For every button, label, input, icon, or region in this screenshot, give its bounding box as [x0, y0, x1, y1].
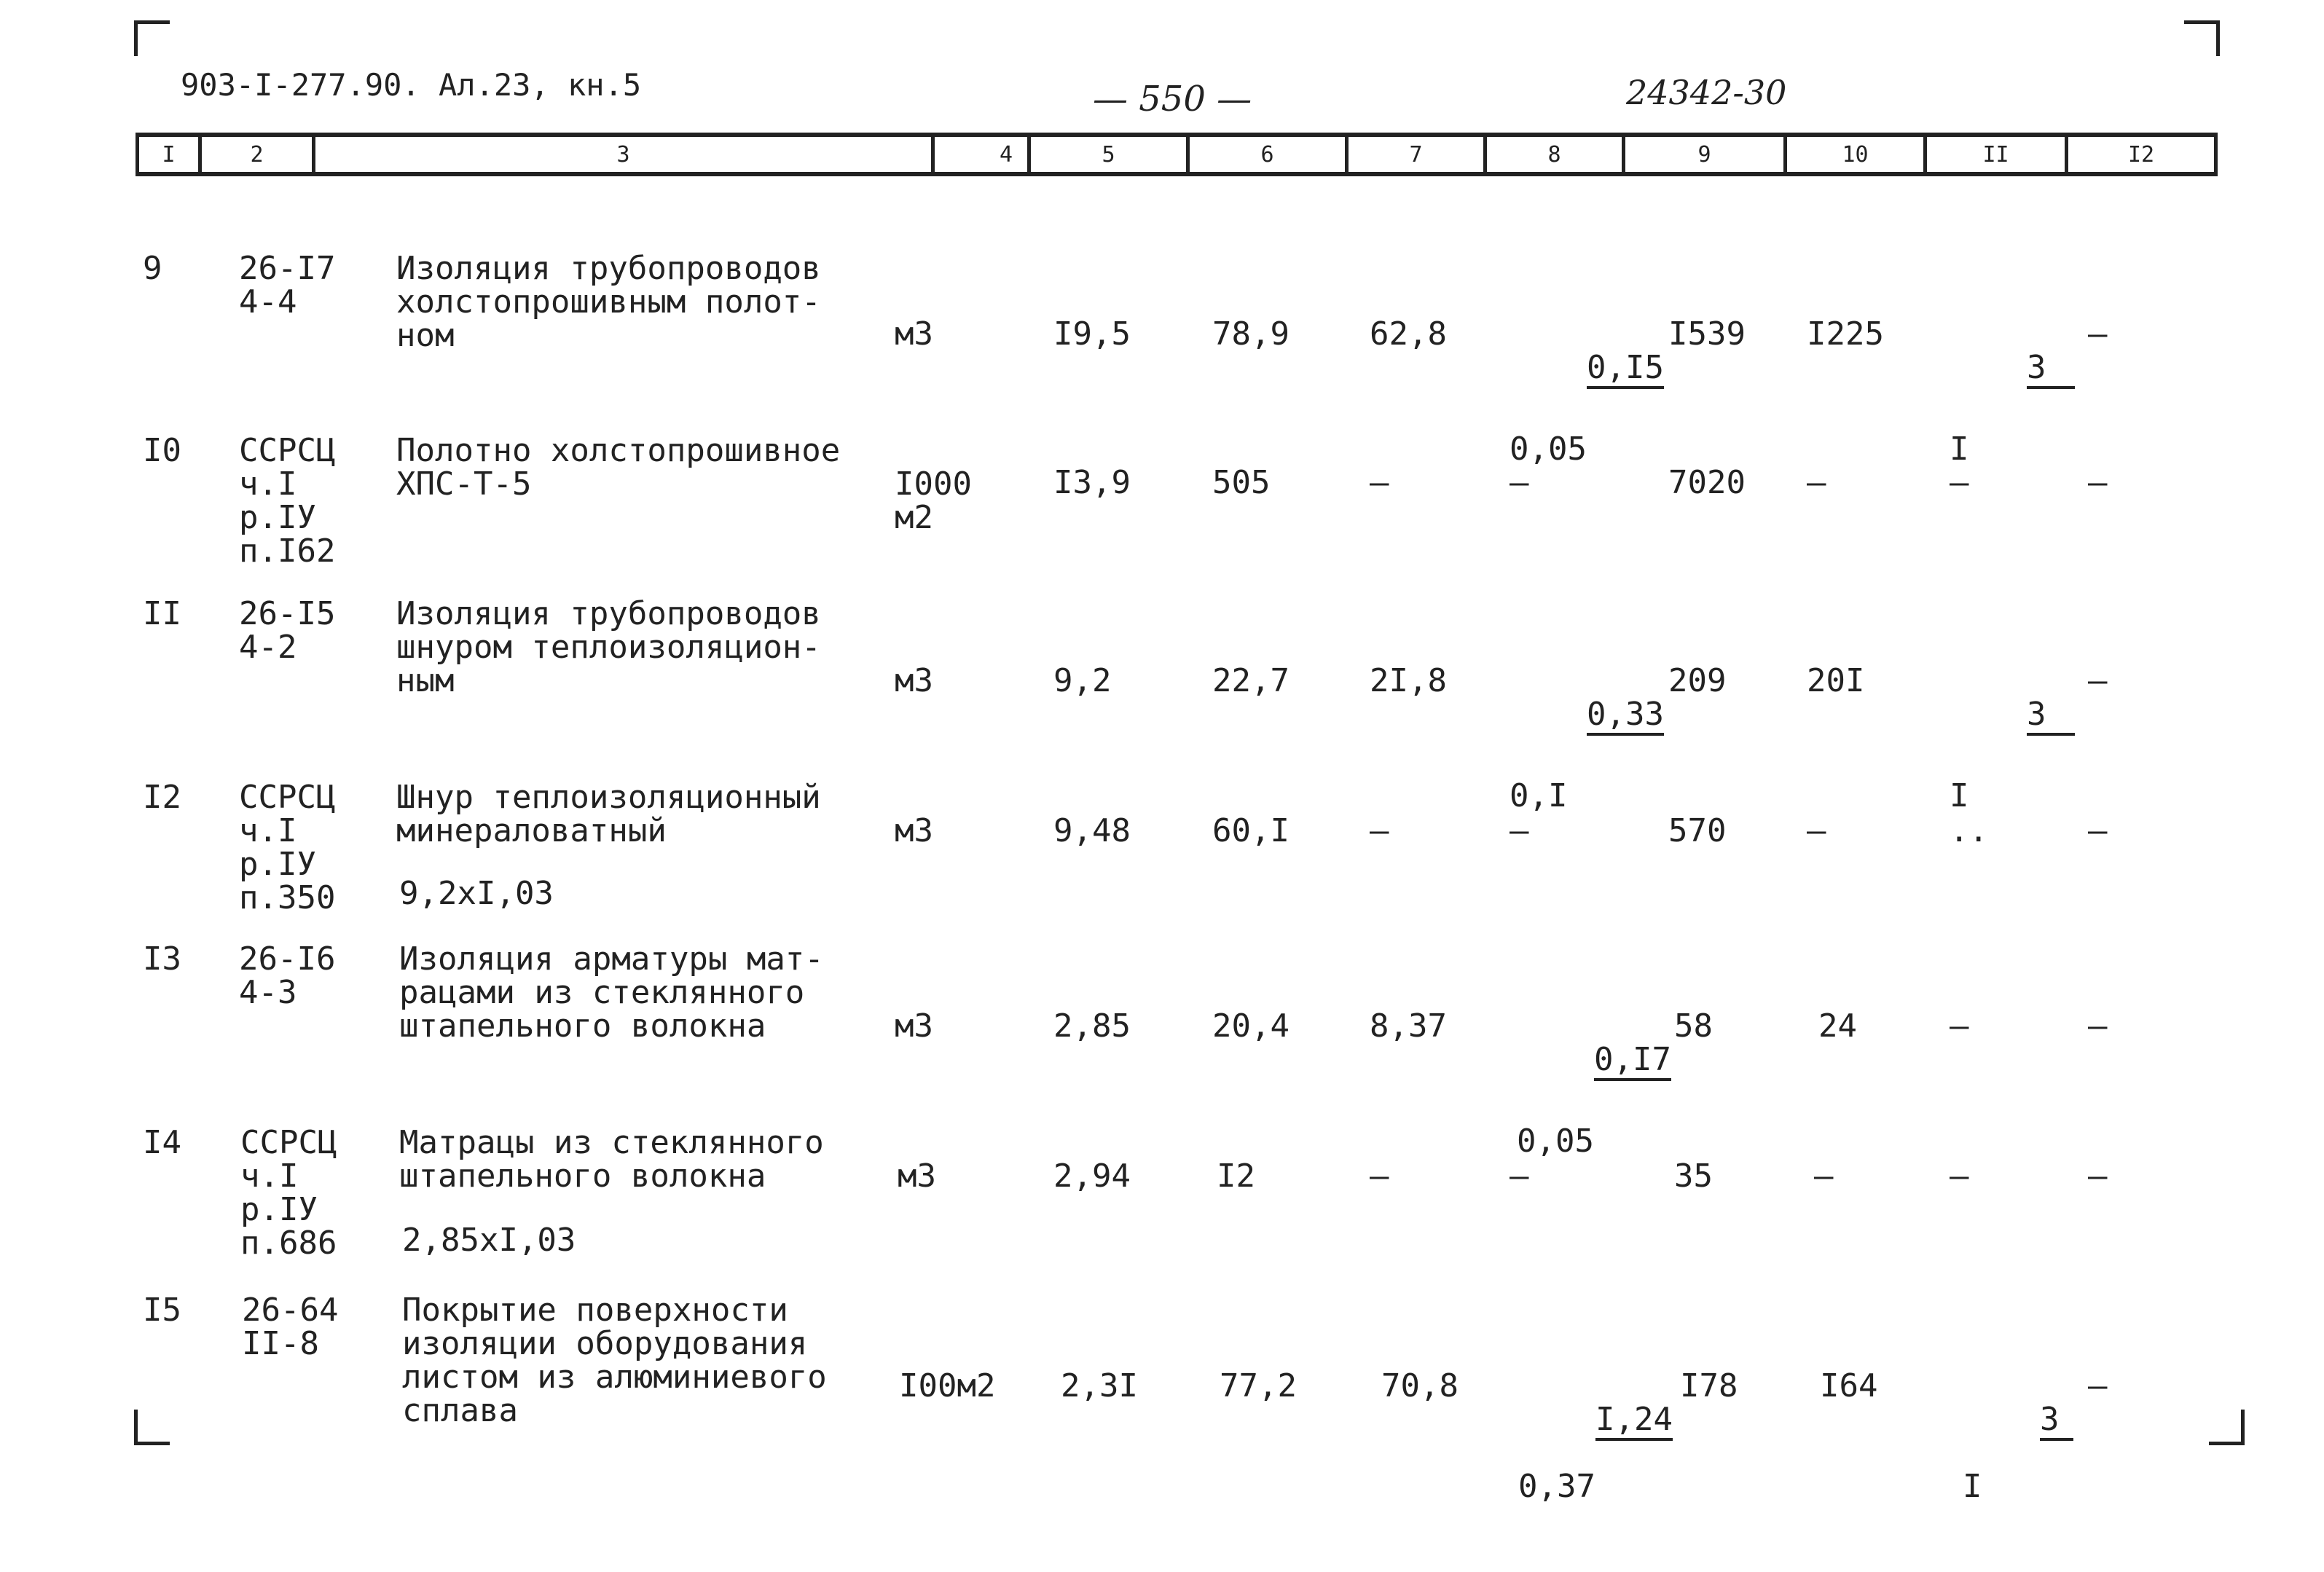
corner-mark-bottom-right: [2209, 1410, 2245, 1445]
row-code: ССРСЦ ч.I р.IУ п.686: [240, 1124, 337, 1262]
row-col6: 505: [1212, 464, 1271, 501]
row-col9: 209: [1668, 662, 1727, 699]
row-name: Матрацы из стеклянного штапельного волокна: [399, 1124, 824, 1195]
row-col12: –: [2088, 1158, 2108, 1195]
row-col8-fraction: [1510, 664, 1664, 880]
row-col9: 7020: [1668, 464, 1746, 501]
corner-mark-top-right: [2184, 20, 2220, 56]
fraction-denominator: I: [1950, 777, 1969, 814]
row-col10: I64: [1820, 1367, 1878, 1404]
row-unit: м3: [895, 1007, 933, 1045]
row-col9: 58: [1674, 1007, 1713, 1045]
fraction-denominator: 0,05: [1517, 1123, 1594, 1160]
row-col5: 2,94: [1053, 1158, 1131, 1195]
row-code: 26-I7 4-4: [239, 250, 336, 321]
row-col8: –: [1510, 1158, 1529, 1195]
row-unit: м3: [895, 812, 933, 849]
row-col5: 9,48: [1053, 812, 1131, 849]
row-col10: –: [1814, 1158, 1834, 1195]
fraction-numerator: 0,33: [1587, 698, 1664, 736]
row-unit: м3: [895, 662, 933, 699]
row-name: Покрытие поверхности изоляции оборудования листом из алюминиевого сплава: [402, 1292, 827, 1429]
row-code: 26-64 II-8: [242, 1292, 339, 1362]
row-extra: 9,2хI,03: [399, 875, 554, 912]
row-col10: –: [1807, 812, 1826, 849]
column-header: 6: [1186, 133, 1345, 176]
row-col7: –: [1370, 812, 1389, 849]
handwritten-number: 24342-30: [1626, 73, 1787, 112]
fraction-numerator: 0,I7: [1594, 1043, 1671, 1081]
row-col12: –: [2088, 315, 2108, 353]
fraction-denominator: I: [1963, 1468, 1982, 1505]
row-col6: 78,9: [1212, 315, 1289, 353]
row-col6: 77,2: [1220, 1367, 1297, 1404]
row-col9: I78: [1680, 1367, 1738, 1404]
row-unit: м3: [895, 315, 933, 353]
row-col7: 8,37: [1370, 1007, 1447, 1045]
fraction-numerator: 3: [2027, 698, 2076, 736]
row-code: 26-I6 4-3: [239, 940, 336, 1011]
row-col9: I539: [1668, 315, 1746, 353]
row-col10: 20I: [1807, 662, 1865, 699]
row-col10: –: [1807, 464, 1826, 501]
row-name: Изоляция трубопроводов холстопрошивным полот- ном: [396, 250, 821, 354]
row-col12: –: [2088, 812, 2108, 849]
row-col11: ..: [1950, 812, 1988, 849]
row-col11-fraction: [1963, 1369, 2073, 1571]
row-col5: 2,85: [1053, 1007, 1131, 1045]
fraction-denominator: 0,I: [1510, 777, 1568, 814]
row-col5: 2,3I: [1061, 1367, 1138, 1404]
row-col7: 62,8: [1370, 315, 1447, 353]
row-number: II: [143, 595, 181, 632]
row-number: 9: [143, 250, 162, 287]
row-col12: –: [2088, 662, 2108, 699]
row-number: I2: [143, 779, 181, 816]
row-number: I3: [143, 940, 181, 978]
column-header: I2: [2065, 133, 2218, 176]
column-header: 2: [198, 133, 312, 176]
row-name: Шнур теплоизоляционный минераловатный: [396, 779, 821, 849]
column-header: 3: [312, 133, 931, 176]
row-col11: –: [1950, 464, 1969, 501]
row-col9: 35: [1674, 1158, 1713, 1195]
row-unit: м3: [898, 1158, 936, 1195]
fraction-numerator: 3: [2027, 351, 2076, 389]
row-col12: –: [2088, 1007, 2108, 1045]
fraction-denominator: 0,37: [1518, 1468, 1595, 1505]
column-header: I: [136, 133, 198, 176]
row-code: 26-I5 4-2: [239, 595, 336, 666]
row-col6: I2: [1217, 1158, 1255, 1195]
row-col11: –: [1950, 1158, 1969, 1195]
row-col12: –: [2088, 1367, 2108, 1404]
row-number: I5: [143, 1292, 181, 1329]
row-col10: 24: [1818, 1007, 1857, 1045]
column-header: 4: [931, 133, 1027, 176]
row-col7: 2I,8: [1370, 662, 1447, 699]
row-col5: I9,5: [1053, 315, 1131, 353]
row-col11: –: [1950, 1007, 1969, 1045]
row-name: Изоляция арматуры мат- рацами из стеклянного штапельного волокна: [399, 940, 824, 1045]
row-col6: 20,4: [1212, 1007, 1289, 1045]
row-col8: –: [1510, 464, 1529, 501]
row-col7: –: [1370, 464, 1389, 501]
row-code: ССРСЦ ч.I р.IУ п.I62: [239, 432, 336, 570]
row-col6: 22,7: [1212, 662, 1289, 699]
row-name: Полотно холстопрошивное ХПС-Т-5: [396, 432, 841, 503]
row-col5: 9,2: [1053, 662, 1112, 699]
row-col7: 70,8: [1381, 1367, 1459, 1404]
page-number: — 550 —: [1093, 79, 1252, 119]
column-header: 7: [1345, 133, 1483, 176]
fraction-denominator: I: [1950, 431, 1969, 468]
corner-mark-top-left: [134, 20, 170, 56]
row-number: I0: [143, 432, 181, 469]
row-col6: 60,I: [1212, 812, 1289, 849]
row-col8: –: [1510, 812, 1529, 849]
row-col8-fraction: [1510, 318, 1664, 533]
column-header: II: [1923, 133, 2065, 176]
row-code: ССРСЦ ч.I р.IУ п.350: [239, 779, 336, 916]
row-col8-fraction: [1518, 1369, 1673, 1571]
row-extra: 2,85хI,03: [402, 1222, 576, 1259]
row-col9: 570: [1668, 812, 1727, 849]
corner-mark-bottom-left: [134, 1410, 170, 1445]
column-header: 5: [1027, 133, 1186, 176]
row-col8-fraction: [1517, 1010, 1671, 1225]
fraction-denominator: 0,05: [1510, 431, 1587, 468]
fraction-numerator: I,24: [1595, 1403, 1673, 1441]
column-header: 8: [1483, 133, 1622, 176]
fraction-numerator: 0,I5: [1587, 351, 1664, 389]
row-unit: I00м2: [899, 1367, 996, 1404]
column-header: 10: [1783, 133, 1923, 176]
document-reference: 903-I-277.90. Ал.23, кн.5: [181, 67, 642, 103]
column-header: 9: [1622, 133, 1783, 176]
row-col5: I3,9: [1053, 464, 1131, 501]
row-col10: I225: [1807, 315, 1884, 353]
row-col7: –: [1370, 1158, 1389, 1195]
row-name: Изоляция трубопроводов шнуром теплоизоляцион- ным: [396, 595, 821, 699]
row-unit: I000 м2: [895, 465, 972, 536]
row-col12: –: [2088, 464, 2108, 501]
row-number: I4: [143, 1124, 181, 1161]
fraction-numerator: 3: [2040, 1403, 2074, 1441]
